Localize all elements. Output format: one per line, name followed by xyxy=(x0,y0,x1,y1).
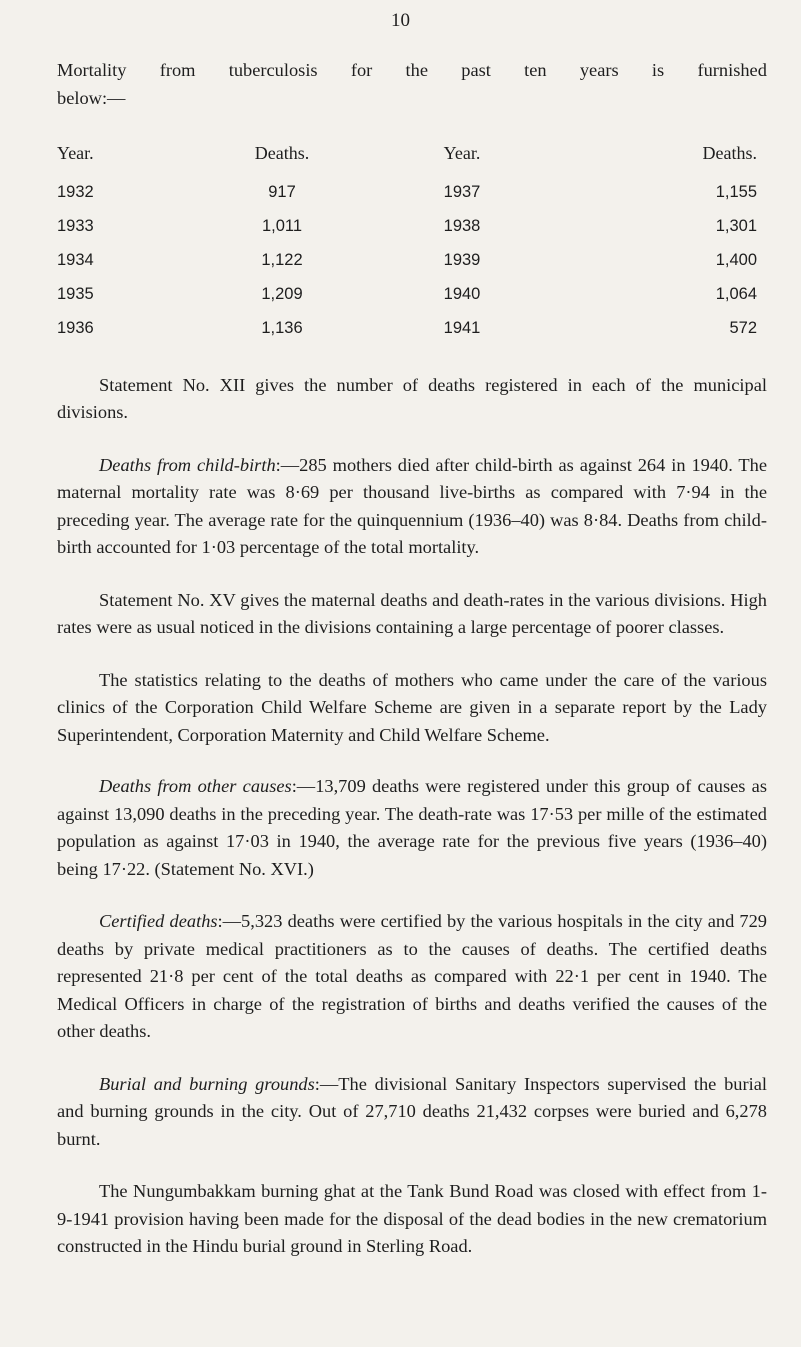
intro-line-2: below:— xyxy=(57,87,126,108)
header-year-1: Year. xyxy=(57,143,94,163)
year-cell: 1932 xyxy=(57,182,94,201)
other-causes-text: :—13,709 deaths were registered under this group of causes as against 13,090 deaths in the preceding year. The death-rate was 17·53 per mille of the estimated population as against 17·03 in 1940, the average rate for the previous five years (1936–40) being 17·22. (Statement No. XVI.) xyxy=(57,776,767,879)
year-cell: 1936 xyxy=(57,318,94,337)
deaths-cell: 1,122 xyxy=(261,250,303,269)
intro-word: ten xyxy=(524,60,547,80)
intro-word: for xyxy=(350,60,373,80)
table-row xyxy=(57,176,757,210)
year-cell: 1935 xyxy=(57,284,94,303)
deaths-cell: 1,400 xyxy=(715,250,757,269)
intro-word: Mortality xyxy=(57,60,127,80)
deaths-cell: 1,136 xyxy=(261,318,303,337)
other-causes-heading: Deaths from other causes xyxy=(99,776,292,796)
paragraph-statement-xv: Statement No. XV gives the maternal deaths and death-rates in the various divisions. High rates were as usual noticed in the divisions containing a large percentage of poorer classes. xyxy=(57,589,767,637)
document-body xyxy=(57,57,767,1261)
paragraph-nungumbakkam: The Nungumbakkam burning ghat at the Tank Bund Road was closed with effect from 1-9-1941 provision having been made for the disposal of the dead bodies in the new crematorium constructed in the Hindu burial ground in Sterling Road. xyxy=(57,1181,767,1256)
table-row xyxy=(57,244,757,278)
intro-word: the xyxy=(405,60,429,80)
intro-word: furnished xyxy=(697,60,767,80)
burial-text: :—The divisional Sanitary Inspectors supervised the burial and burning grounds in the city. Out of 27,710 deaths 21,432 corpses were buried and 6,278 burnt. xyxy=(57,1073,768,1149)
table-header-row xyxy=(57,140,757,176)
certified-heading: Certified deaths xyxy=(99,911,218,931)
deaths-cell: 1,011 xyxy=(261,216,303,235)
intro-paragraph xyxy=(57,57,767,112)
paragraph-statistics: The statistics relating to the deaths of mothers who came under the care of the various clinics of the Corporation Child Welfare Scheme are given in a separate report by the Lady Superintendent, Corporation Maternity and Child Welfare Scheme. xyxy=(57,669,767,745)
deaths-cell: 572 xyxy=(729,318,757,337)
year-cell: 1938 xyxy=(443,216,481,235)
deaths-cell: 1,155 xyxy=(715,182,757,201)
burial-heading: Burial and burning grounds xyxy=(99,1073,315,1094)
paragraph-other-causes xyxy=(57,773,767,883)
table-row xyxy=(57,278,757,312)
deaths-cell: 1,301 xyxy=(715,216,757,235)
intro-word: is xyxy=(651,60,665,80)
intro-line-1 xyxy=(57,57,767,85)
header-deaths-2: Deaths. xyxy=(702,143,757,163)
paragraph-child-birth xyxy=(57,452,767,562)
paragraph-burial-grounds xyxy=(57,1071,767,1154)
year-cell: 1940 xyxy=(443,284,481,303)
intro-word: past xyxy=(461,60,491,80)
intro-word: tuberculosis xyxy=(228,60,318,80)
year-cell: 1934 xyxy=(57,250,94,269)
year-cell: 1939 xyxy=(443,250,481,269)
deaths-cell: 1,064 xyxy=(715,284,757,303)
header-year-2: Year. xyxy=(443,143,481,163)
paragraph-certified-deaths xyxy=(57,908,767,1046)
certified-text: :—5,323 deaths were certified by the various hospitals in the city and 729 deaths by private medical practitioners as to the causes of deaths. The certified deaths represented 21·8 per cent of the total deaths as compared with 22·1 per cent in 1940. The Medical Officers in charge of the registration of births and deaths verified the causes of the other deaths. xyxy=(57,911,767,1041)
paragraph-statement-xii: Statement No. XII gives the number of deaths registered in each of the municipal divisions. xyxy=(57,374,767,422)
deaths-cell: 917 xyxy=(268,182,296,201)
year-cell: 1933 xyxy=(57,216,94,235)
header-deaths-1: Deaths. xyxy=(254,143,310,163)
year-cell: 1937 xyxy=(443,182,481,201)
table-row xyxy=(57,312,757,346)
page-number: 10 xyxy=(391,10,410,31)
child-birth-heading: Deaths from child-birth xyxy=(99,454,276,475)
deaths-cell: 1,209 xyxy=(261,284,303,303)
child-birth-text: :—285 mothers died after child-birth as against 264 in 1940. The maternal mortality rate was 8·69 per thousand live-births as compared with 7·94 in the preceding year. The average rate for the quinquennium (1936–40) was 8·84. Deaths from child-birth accounted for 1·03 percentage of the total mortality. xyxy=(57,454,767,557)
table-row xyxy=(57,210,757,244)
intro-word: years xyxy=(579,60,619,80)
tuberculosis-mortality-table xyxy=(57,140,757,346)
intro-word: from xyxy=(159,60,196,80)
year-cell: 1941 xyxy=(443,318,481,337)
